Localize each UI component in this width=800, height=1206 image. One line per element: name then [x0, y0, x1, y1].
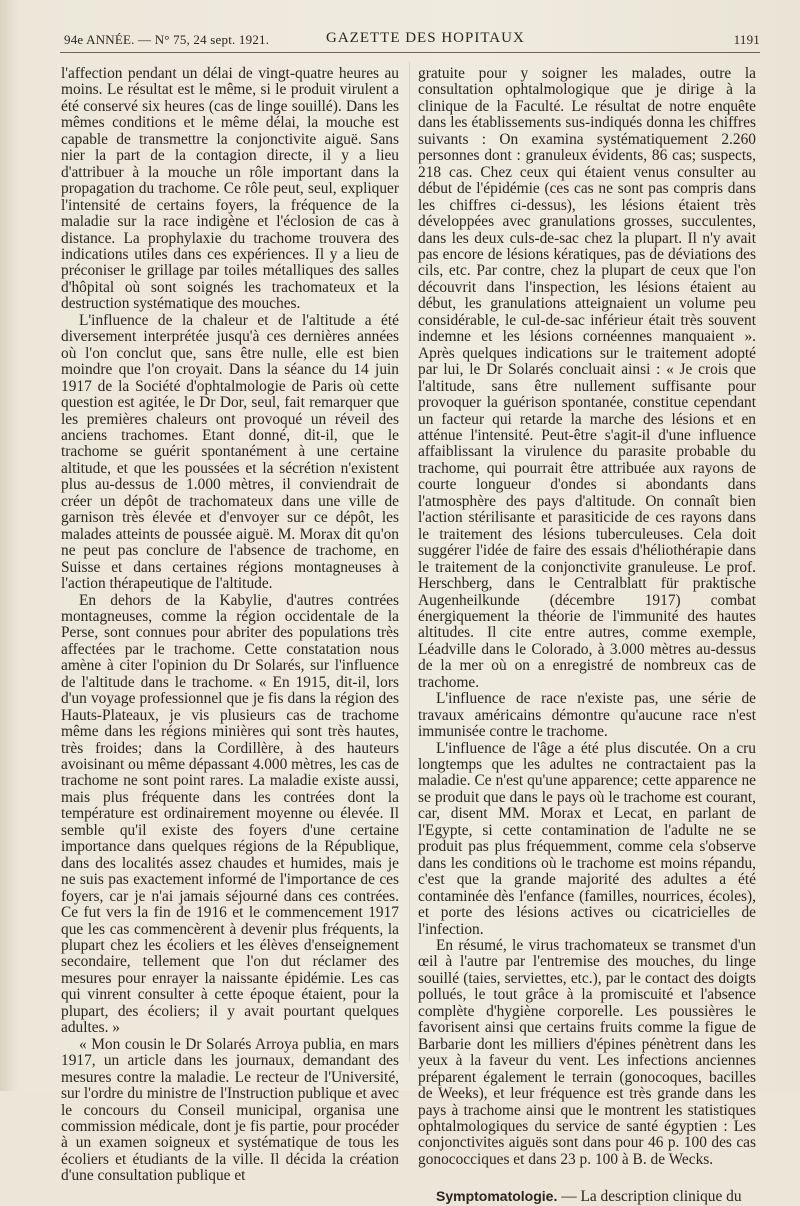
paragraph: l'affection pendant un délai de vingt-quatre heures au moins. Le résultat est le même, si le produit virulent a été conservé six heures (cas de linge souillé). Dans les mêmes conditions et le même délai, la mouche est capable de transmettre la conjonctivite aiguë. Sans nier la part de la contagion directe, il y a lieu d'attribuer à la mouche un rôle important dans la propagation du trachome. Ce rôle peut, seul, expliquer l'intensité de certains foyers, la fréquence de la maladie sur la race indigène et l'éclosion de cas à distance. La prophylaxie du trachome trouvera des indications utiles dans ces expériences. Il y a lieu de préconiser le grillage par toiles métalliques des salles d'hôpital où sont soignés les trachomateux et la destruction systématique des mouches.	[61, 65, 399, 313]
paragraph: L'influence de la chaleur et de l'altitude a été diversement interprétée jusqu'à ces dernières années où l'on conclut que, sans être nulle, elle est bien moindre que l'on croyait. Dans la séance du 14 juin 1917 de la Société d'ophtalmologie de Paris où cette question est agitée, le Dr Dor, seul, fait remarquer que les premières chaleurs ont provoqué un réveil des anciens trachomes. Etant donné, dit-il, que le trachome se guérit spontanément à une certaine altitude, et que les poussées et la sécrétion n'existent plus au-dessus de 1.000 mètres, il conviendrait de créer un dépôt de trachomateux dans une ville de garnison très élevée et d'envoyer sur ce dépôt, les malades atteints de poussée aiguë. M. Morax dit qu'on ne peut pas conclure de l'absence de trachome, en Suisse et dans certaines régions montagneuses à l'action thérapeutique de l'altitude.	[61, 311, 399, 593]
section-start	[418, 1188, 756, 1205]
left-column	[61, 66, 399, 1185]
page-header	[64, 30, 760, 52]
paragraph: « Mon cousin le Dr Solarés Arroya publia, en mars 1917, un article dans les journaux, demandant des mesures contre la maladie. Le recteur de l'Université, sur l'ordre du ministre de l'Instruction publique et avec le concours du Conseil municipal, organisa une commission médicale, dont je fis partie, pour procéder à un examen soigneux et systématique de tous les écoliers et étudiants de la ville. Il décida la création d'une consultation publique et	[61, 1035, 399, 1185]
issue-info: 94e ANNÉE. — N° 75, 24 sept. 1921.	[64, 32, 270, 47]
paragraph: En résumé, le virus trachomateux se transmet d'un œil à l'autre par l'entremise des mouches, du linge souillé (taies, serviettes, etc.), par le contact des doigts pollués, le tout grâce à la promiscuité et l'absence complète d'hygiène corporelle. Les poussières le favorisent ainsi que certains fruits comme la figue de Barbarie dont les milliers d'épines pénètrent dans les yeux à la faveur du vent. Les infections anciennes préparent également le terrain (gonocoques, bacilles de Weeks), et leur fréquence est très grande dans les pays à trachome ainsi que le montrent les statistiques ophtalmologiques du service de santé égyptien : Les conjonctivites aiguës sont dans pour 46 p. 100 des cas gonococciques et dans 23 p. 100 à B. de Wecks.	[418, 937, 756, 1168]
section-heading: Symptomatologie.	[436, 1188, 558, 1205]
right-column	[418, 66, 756, 1206]
journal-title: GAZETTE DES HOPITAUX	[326, 30, 525, 46]
column-gutter	[409, 62, 410, 1062]
section-text: — La description clinique du	[557, 1188, 742, 1206]
paragraph: L'influence de race n'existe pas, une série de travaux américains démontre qu'aucune race n'est immunisée contre le trachome.	[418, 690, 756, 741]
paragraph: En dehors de la Kabylie, d'autres contrées montagneuses, comme la région occidentale de la Perse, sont connues pour abriter des populations très affectées par le trachome. Cette constatation nous amène à citer l'opinion du Dr Solarés, sur l'influence de l'altitude dans le trachome. « En 1915, dit-il, lors d'un voyage professionnel que je fis dans la région des Hauts-Plateaux, je vis plusieurs cas de trachome même dans les régions minières qui sont très hautes, très froides; dans la Cordillère, à des hauteurs avoisinant ou même dépassant 4.000 mètres, les cas de trachome ne sont point rares. La maladie existe aussi, mais plus fréquente dans les contrées dont la température est ordinairement moyenne ou élevée. Il semble qu'il existe des foyers d'une certaine importance dans quelques régions de la République, dans des localités assez chaudes et humides, mais je ne suis pas exactement informé de l'importance de ces foyers, car je n'ai jamais séjourné dans ces contrées. Ce fut vers la fin de 1916 et le commencement 1917 que les cas commencèrent à devenir plus fréquents, la plupart chez les écoliers et les élèves d'enseignement secondaire, tellement que l'on dut réclamer des mesures pour enrayer la naissante épidémie. Les cas qui vinrent consulter à cette époque étaient, pour la plupart, des écoliers; il y avait pourtant quelques adultes. »	[61, 591, 399, 1037]
header-rule	[60, 52, 760, 53]
page-number: 1191	[733, 32, 760, 47]
paragraph: gratuite pour y soigner les malades, outre la consultation ophtalmologique que je dirige à la clinique de la Faculté. Le résultat de notre enquête dans les établissements sus-indiqués donna les chiffres suivants : On examina systématiquement 2.260 personnes dont : granuleux évidents, 86 cas; suspects, 218 cas. Chez ceux qui étaient venus consulter au début de l'épidémie (ces cas ne sont pas compris dans les chiffres ci-dessus), les lésions étaient très développées avec granulations grosses, succulentes, dans les deux culs-de-sac chez la plupart. Il n'y avait pas encore de lésions kératiques, pas de déviations des cils, etc. Par contre, chez la plupart de ceux que l'on découvrit dans l'inspection, les lésions étaient au début, les granulations atteignaient un volume peu considérable, le cul-de-sac inférieur était très souvent indemne et les lésions cornéennes manquaient ». Après quelques indications sur le traitement adopté par lui, le Dr Solarés concluait ainsi : « Je crois que l'altitude, sans être nullement suffisante pour provoquer la guérison spontanée, constitue cependant un facteur qui retarde la marche des lésions et en atténue l'intensité. Peut-être s'agit-il d'une influence affaiblissant la virulence du parasite probable du trachome, qui pourrait être attribuée aux rayons de courte longueur d'ondes si abondants dans l'atmosphère des pays d'altitude. On connaît bien l'action stérilisante et parasiticide de ces rayons dans le traitement des lésions tuberculeuses. Cela doit suggérer l'idée de faire des essais d'héliothérapie dans le traitement de la conjonctivite granuleuse. Le prof. Herschberg, dans le Centralblatt für praktische Augenheilkunde (décembre 1917) combat énergiquement la théorie de l'immunité des hautes altitudes. Il cite entre autres, comme exemple, Léadville dans le Colorado, à 3.000 mètres au-dessus de la mer où on a enregistré de nombreux cas de trachome.	[418, 65, 756, 691]
paragraph: L'influence de l'âge a été plus discutée. On a cru longtemps que les adultes ne contractaient pas la maladie. Ce n'est qu'une apparence; cette apparence ne se produit que dans le pays où le trachome est courant, car, disent MM. Morax et Lecat, en parlant de l'Egypte, si cette contamination de l'adulte ne se produit pas plus fréquemment, comme cela s'observe dans les conditions où le trachome est moins répandu, c'est que la grande majorité des adultes a été contaminée dès l'enfance (familles, nourrices, écoles), et porte des lésions actives ou cicatricielles de l'infection.	[418, 739, 756, 938]
